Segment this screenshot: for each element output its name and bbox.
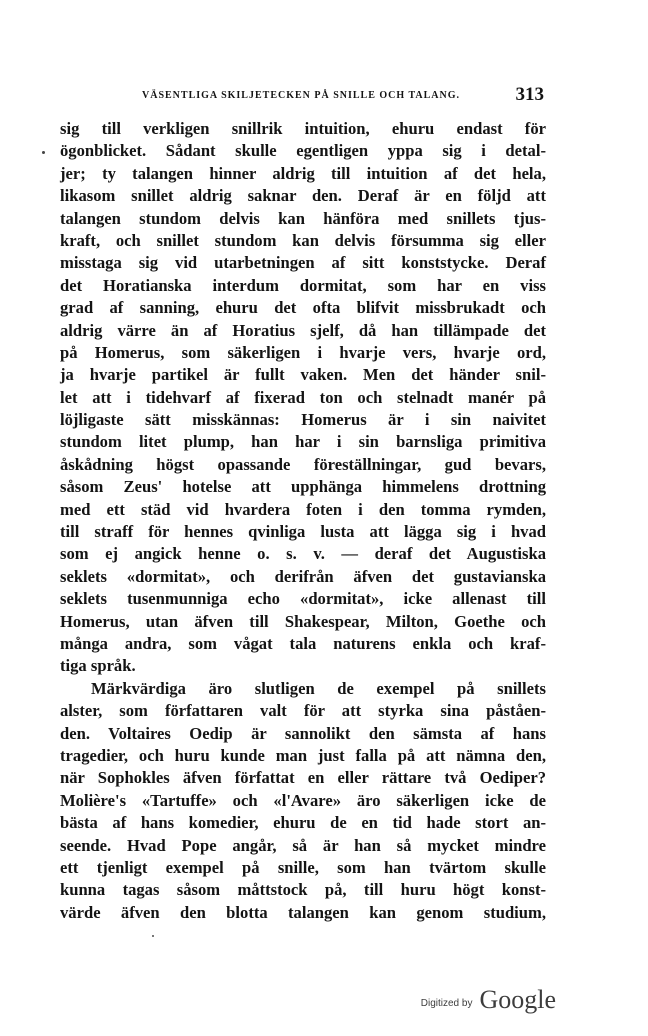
text-line: let att i tidehvarf af fixerad ton och stelnadt manér på	[60, 387, 546, 407]
text-line: sig till verkligen snillrik intuition, ehuru endast för	[60, 119, 546, 138]
text-line: misstaga sig vid utarbetningen af sitt konststycke. Deraf	[60, 253, 546, 273]
text-line: aldrig värre än af Horatius sjelf, då han tillämpade det	[60, 320, 546, 340]
text-line: jer; ty talangen hinner aldrig till intuition af det hela,	[60, 163, 546, 183]
text-line: kraft, och snillet stundom kan delvis försumma sig eller	[60, 230, 546, 250]
text-line: såsom Zeus' hotelse att upphänga himmelens drottning	[60, 477, 546, 497]
text-line: åskådning högst opassande föreställningar, gud bevars,	[60, 454, 546, 474]
text-line: kunna tagas såsom måttstock på, till huru högt konst-	[60, 880, 546, 900]
text-line: likasom snillet aldrig saknar den. Deraf är en följd att	[60, 186, 546, 206]
text-line: bästa af hans komedier, ehuru de en tid hade stort an-	[60, 813, 546, 833]
running-head	[62, 84, 546, 108]
text-line: Märkvärdiga äro slutligen de exempel på snillets	[91, 678, 546, 698]
text-line: Homerus, utan äfven till Shakespear, Milton, Goethe och	[60, 611, 546, 631]
text-line: löjligaste sätt misskännas: Homerus är i sin naivitet	[60, 410, 546, 430]
text-line: många andra, som vågat tala naturens enkla och kraf-	[60, 633, 546, 653]
text-line: talangen stundom delvis kan hänföra med snillets tjus-	[60, 208, 546, 228]
digitized-watermark	[421, 985, 556, 1015]
text-line: grad af sanning, ehuru det ofta blifvit missbrukadt och	[60, 298, 546, 318]
text-line: ögonblicket. Sådant skulle egentligen yppa sig i detal-	[60, 141, 546, 161]
page-number: 313	[515, 84, 544, 105]
text-line: som ej angick henne o. s. v. — deraf det Augustiska	[60, 544, 546, 564]
text-line: Molière's «Tartuffe» och «l'Avare» äro säkerligen icke de	[60, 790, 546, 810]
running-title: VÄSENTLIGA SKILJETECKEN PÅ SNILLE OCH TALANG.	[142, 90, 461, 101]
google-logo: Google	[479, 985, 556, 1014]
text-line: ett tjenligt exempel på snille, som han tvärtom skulle	[60, 857, 546, 877]
text-line: alster, som författaren valt för att styrka sina påståen-	[60, 701, 546, 721]
text-line: när Sophokles äfven författat en eller rättare två Oediper?	[60, 768, 546, 788]
bottom-margin-mark	[152, 935, 154, 937]
body-text	[60, 118, 546, 924]
text-line: det Horatianska interdum dormitat, som har en viss	[60, 275, 546, 295]
text-line: seklets «dormitat», och derifrån äfven det gustavianska	[60, 566, 546, 586]
text-line: tiga språk.	[60, 656, 136, 676]
text-line: med ett städ vid hvardera foten i den tomma rymden,	[60, 499, 546, 519]
text-line: tragedier, och huru kunde man just falla på att nämna den,	[60, 745, 546, 765]
text-line: stundom litet plump, han har i sin barnsliga primitiva	[60, 432, 546, 452]
text-line: seklets tusenmunniga echo «dormitat», icke allenast till	[60, 589, 546, 609]
text-line: värde äfven den blotta talangen kan genom studium,	[60, 902, 546, 922]
text-line: till straff för hennes qvinliga lusta att lägga sig i hvad	[60, 522, 546, 542]
text-line: seende. Hvad Pope angår, så är han så mycket mindre	[60, 835, 546, 855]
text-line: den. Voltaires Oedip är sannolikt den sämsta af hans	[60, 723, 546, 743]
text-line: på Homerus, som säkerligen i hvarje vers, hvarje ord,	[60, 342, 546, 362]
margin-dot-mark	[42, 151, 45, 154]
text-line: ja hvarje partikel är fullt vaken. Men det händer snil-	[60, 365, 546, 385]
watermark-prefix: Digitized by	[420, 998, 473, 1009]
